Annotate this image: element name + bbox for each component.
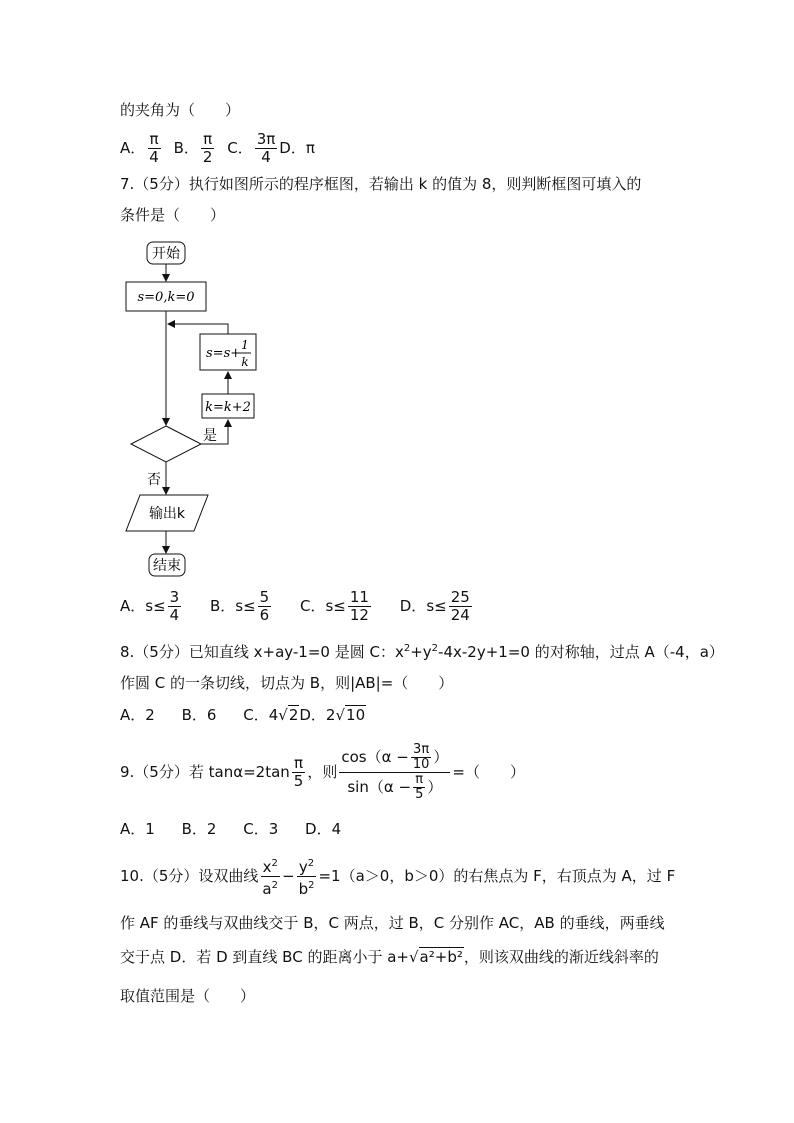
flow-yes-label: 是 (203, 428, 217, 444)
q8-stem-line1: 8.（5分）已知直线 x+ay-1=0 是圆 C：$x^2+y^2-4x-2y+1=0$ 的对称轴，过点 A（-4，a） (120, 643, 724, 661)
q6-option-c[interactable]: C． $\frac{3\pi}{4}$ (227, 130, 276, 166)
q7-option-d[interactable]: D．s≤ $\frac{25}{24}$ (399, 588, 470, 624)
flow-output-label: 输出k (148, 506, 186, 522)
flow-update-s-node (200, 334, 256, 370)
q7-option-a[interactable]: A．s≤ $\frac{3}{4}$ (120, 588, 180, 624)
flow-start-label: 开始 (152, 246, 180, 262)
q6-option-d[interactable]: D．π (279, 139, 315, 157)
q9-options (120, 819, 363, 839)
flow-decision-node (131, 426, 201, 462)
flow-end-node (149, 554, 185, 576)
flow-init-label: s=0,k=0 (137, 290, 195, 305)
q7-stem-line2: 条件是（ ） (120, 206, 226, 224)
q6-option-b[interactable]: B． $\frac{\pi}{2}$ (173, 130, 213, 166)
q7-options (120, 586, 496, 626)
q10-stem-line4: 取值范围是（ ） (120, 987, 256, 1005)
q10-stem-line2: 作 AF 的垂线与双曲线交于 B，C 两点，过 B，C 分别作 AC，AB 的垂线，两垂线 (120, 914, 665, 932)
flow-update-s-num: 1 (241, 338, 249, 352)
q8-option-b[interactable]: B．6 (181, 706, 217, 724)
flow-no-label: 否 (147, 472, 161, 488)
flow-arrow-loop-back (168, 324, 228, 334)
q7-option-c[interactable]: C．s≤ $\frac{11}{12}$ (300, 588, 369, 624)
q6-option-a[interactable]: A． $\frac{\pi}{4}$ (120, 130, 159, 166)
q6-stem-tail: 的夹角为（ ） (120, 101, 241, 119)
flow-end-label: 结束 (153, 558, 181, 574)
flow-inc-k-node (202, 394, 254, 418)
q9-option-d[interactable]: D．4 (305, 820, 342, 838)
flow-update-s-den: k (241, 355, 249, 369)
q8-option-c[interactable]: C．4√2 (243, 706, 299, 724)
q8-option-a[interactable]: A．2 (120, 706, 155, 724)
q7-stem-line1: 7.（5分）执行如图所示的程序框图，若输出 k 的值为 8，则判断框图可填入的 (120, 175, 642, 193)
q9-option-c[interactable]: C．3 (243, 820, 279, 838)
q8-options (120, 705, 366, 725)
q10-stem-line1: 10.（5分）设双曲线 $\frac{x^2}{a^2}$ − $\frac{y^2}{b^2}$ =1（a＞0，b＞0）的右焦点为 F，右顶点为 A，过 F (120, 853, 675, 899)
q7-option-b[interactable]: B．s≤ $\frac{5}{6}$ (209, 588, 270, 624)
flow-init-node (126, 282, 206, 311)
q9-option-b[interactable]: B．2 (181, 820, 217, 838)
flow-update-s-left: s=s+ (206, 346, 242, 361)
q8-stem-line2: 作圆 C 的一条切线，切点为 B，则|AB|=（ ） (120, 674, 454, 692)
q9-stem: 9.（5分）若 tanα=2tan $\frac{\pi}{5}$ ，则 cos（α − $\frac{3\pi}{10}$ ） sin（α − $\frac{\pi}{5}$ ） =（ ） (120, 742, 525, 802)
q8-option-d[interactable]: D．2√10 (299, 706, 366, 724)
flow-start-node (147, 242, 185, 264)
flow-inc-k-label: k=k+2 (205, 400, 251, 415)
q9-option-a[interactable]: A．1 (120, 820, 155, 838)
flow-output-node (126, 495, 208, 531)
q10-stem-line3: 交于点 D．若 D 到直线 BC 的距离小于 a+√a²+b²，则该双曲线的渐近线斜率的 (120, 948, 659, 966)
